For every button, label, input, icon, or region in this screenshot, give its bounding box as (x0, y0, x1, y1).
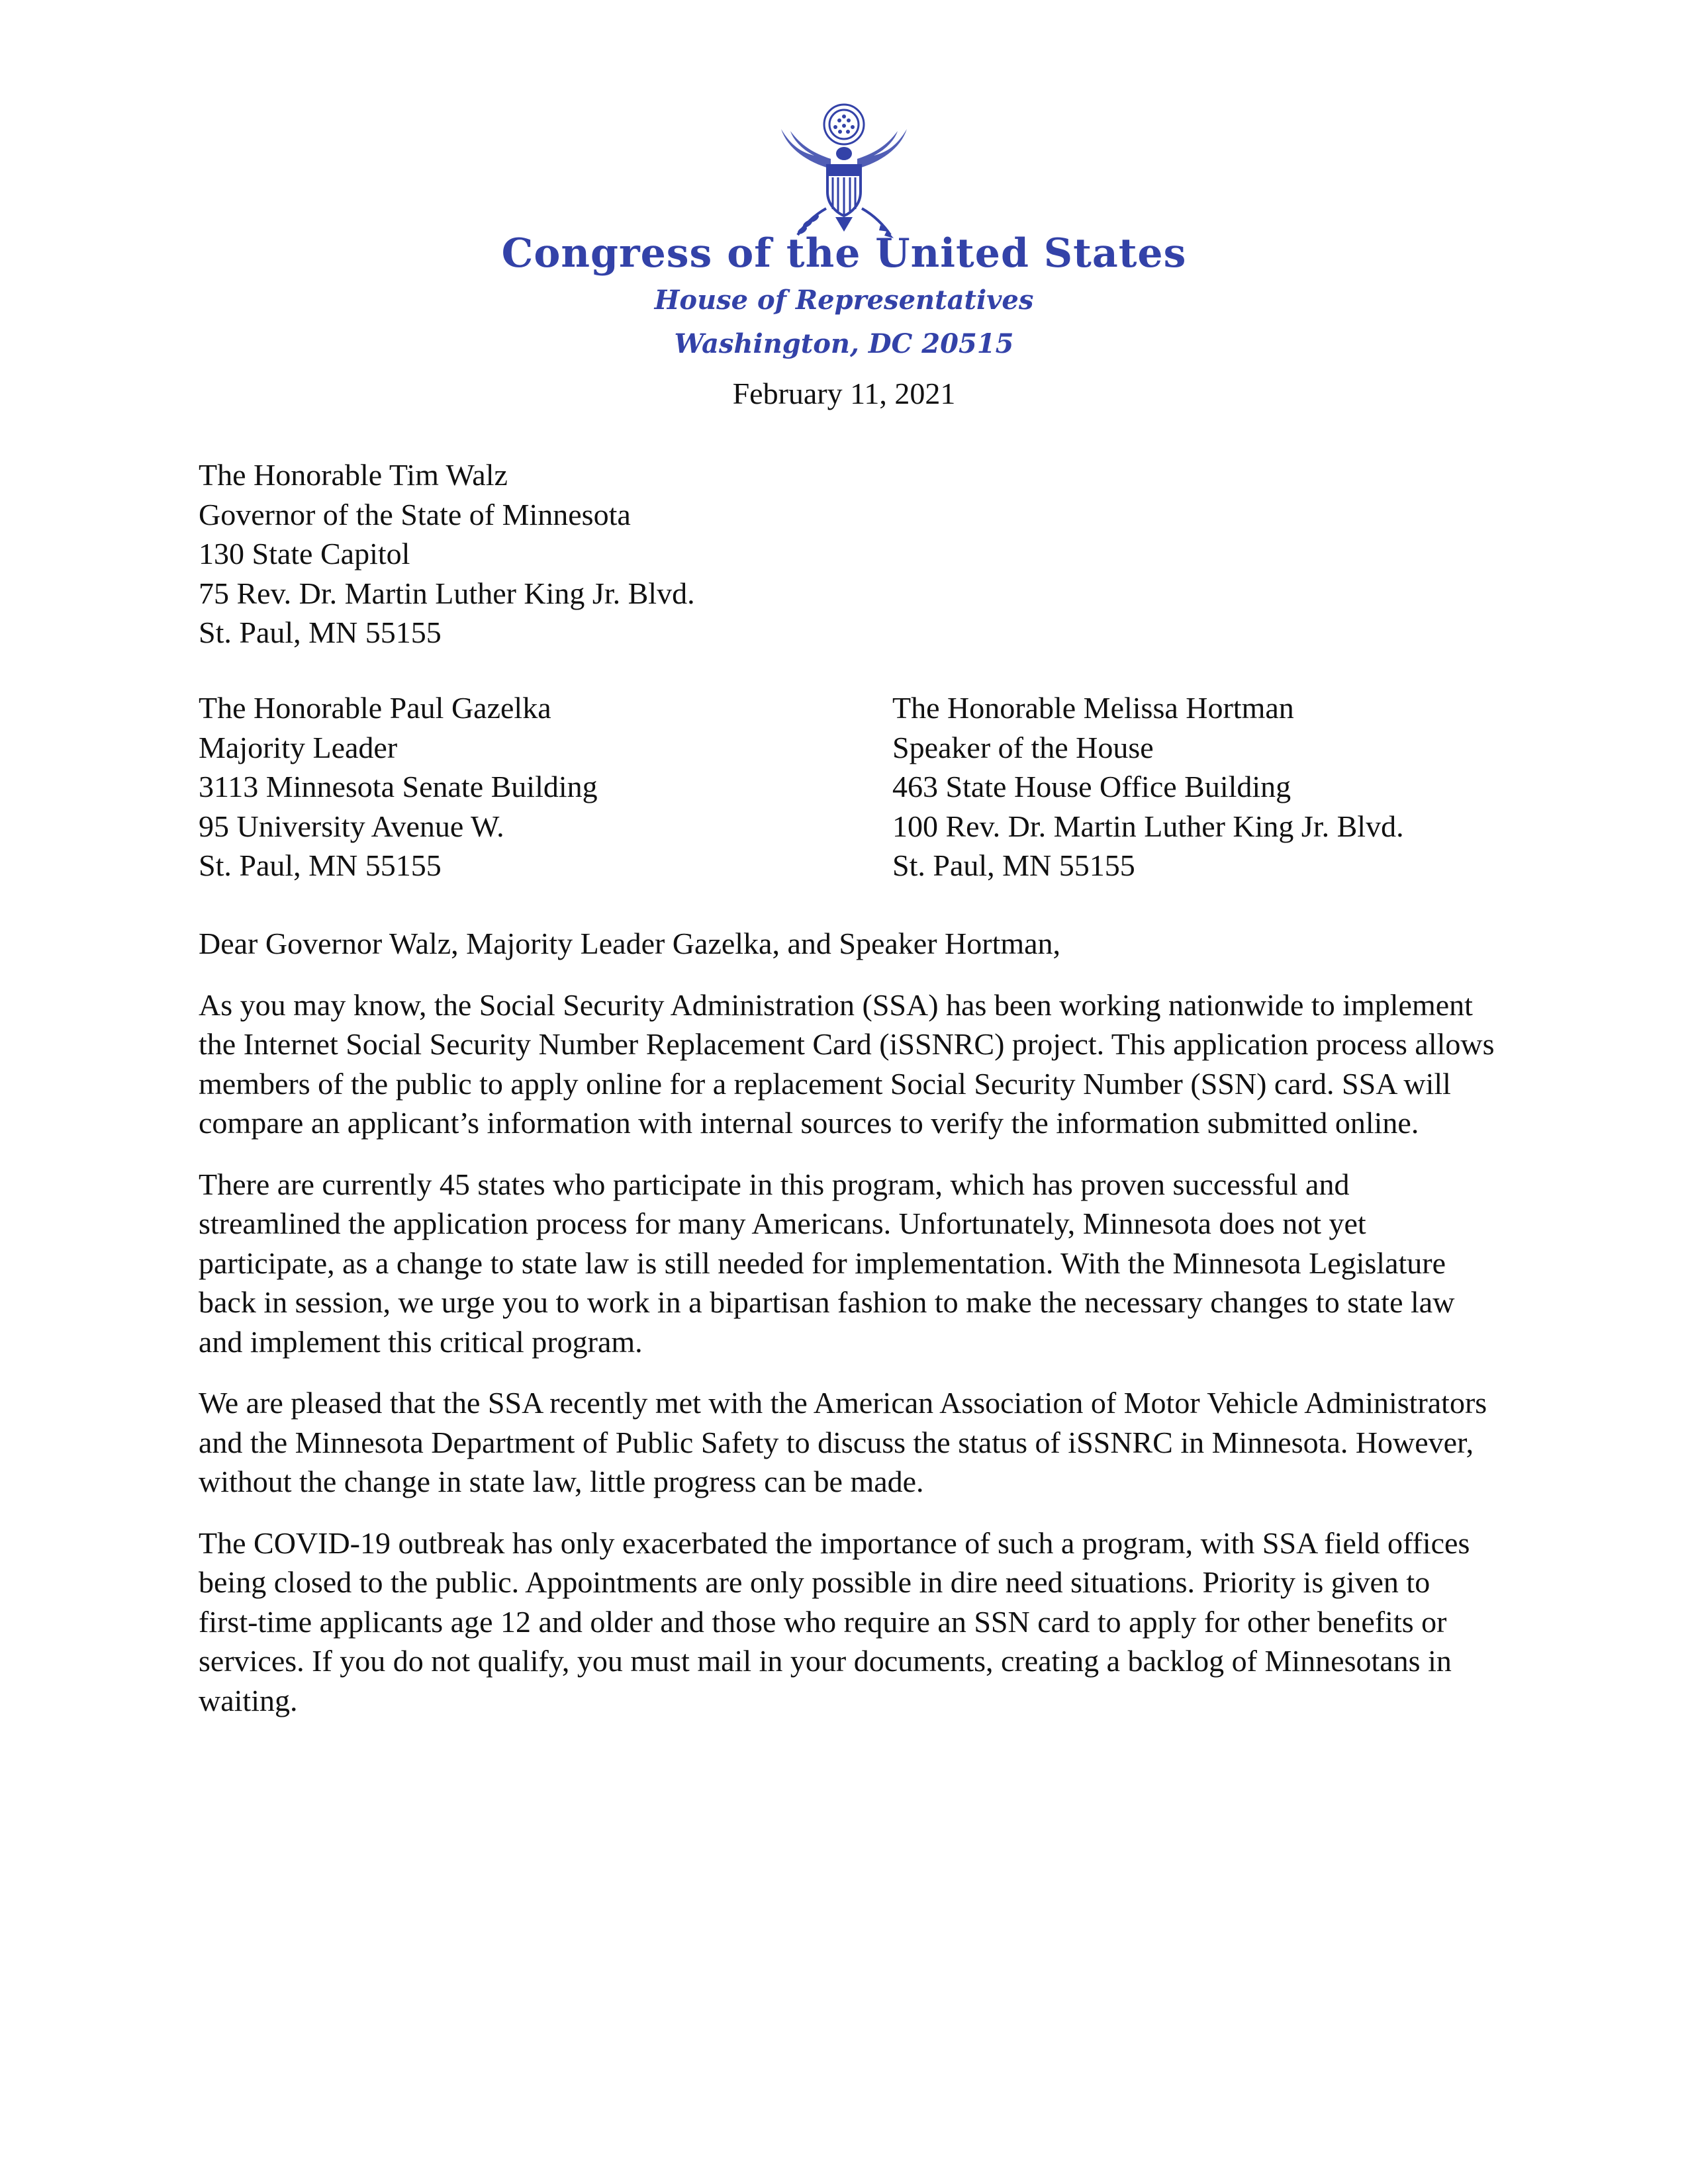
letterhead-subtitle: House of Representatives (654, 285, 1034, 316)
address-line: 95 University Avenue W. (199, 809, 504, 843)
body-paragraph: There are currently 45 states who participate in this program, which has proven successful and streamlined the application process for many Americans. Unfortunately, Minnesota does not yet participate, as a change to state law is still needed for implementation. With the Minnesota Legislature back in session, we urge you to work in a bipartisan fashion to make the necessary changes to state law and implement this critical program. (199, 1167, 1455, 1359)
address-line: 75 Rev. Dr. Martin Luther King Jr. Blvd. (199, 576, 695, 610)
recipient-majority-leader (199, 688, 598, 886)
address-line: 100 Rev. Dr. Martin Luther King Jr. Blvd. (892, 809, 1404, 843)
recipient-governor (199, 455, 695, 653)
address-line: St. Paul, MN 55155 (892, 848, 1135, 882)
address-line: Speaker of the House (892, 730, 1154, 764)
body-paragraph: As you may know, the Social Security Administration (SSA) has been working nationwide to implement the Internet Social Security Number Replacement Card (iSSNRC) project. This application process allows members of the public to apply online for a replacement Social Security Number (SSN) card. SSA will compare an applicant’s information with internal sources to verify the information submitted online. (199, 987, 1495, 1140)
letter-body (199, 924, 1496, 1742)
address-line: St. Paul, MN 55155 (199, 848, 442, 882)
salutation: Dear Governor Walz, Majority Leader Gazelka, and Speaker Hortman, (199, 927, 1061, 960)
letterhead-location: Washington, DC 20515 (674, 328, 1014, 359)
address-line: 130 State Capitol (199, 537, 410, 570)
letter-date: February 11, 2021 (732, 377, 956, 410)
address-line: 463 State House Office Building (892, 770, 1291, 803)
address-line: The Honorable Paul Gazelka (199, 691, 551, 725)
address-line: 3113 Minnesota Senate Building (199, 770, 598, 803)
body-paragraph: We are pleased that the SSA recently met with the American Association of Motor Vehicle Administrators and the Minnesota Department of Public Safety to discuss the status of iSSNRC in Minnesota. However, without the change in state law, little progress can be made. (199, 1386, 1487, 1498)
address-line: St. Paul, MN 55155 (199, 615, 442, 649)
address-line: Governor of the State of Minnesota (199, 497, 631, 531)
body-paragraph: The COVID-19 outbreak has only exacerbated the importance of such a program, with SSA field offices being closed to the public. Appointments are only possible in dire need situations. Priority is given to first-time applicants age 12 and older and those who require an SSN card to apply for other benefits or services. If you do not qualify, you must mail in your documents, creating a backlog of Minnesotans in waiting. (199, 1525, 1470, 1717)
great-seal-icon (761, 99, 927, 251)
address-line: The Honorable Tim Walz (199, 458, 508, 492)
address-line: The Honorable Melissa Hortman (892, 691, 1294, 725)
address-line: Majority Leader (199, 730, 398, 764)
letterhead-title: Congress of the United States (501, 230, 1187, 277)
recipient-speaker (892, 688, 1404, 886)
